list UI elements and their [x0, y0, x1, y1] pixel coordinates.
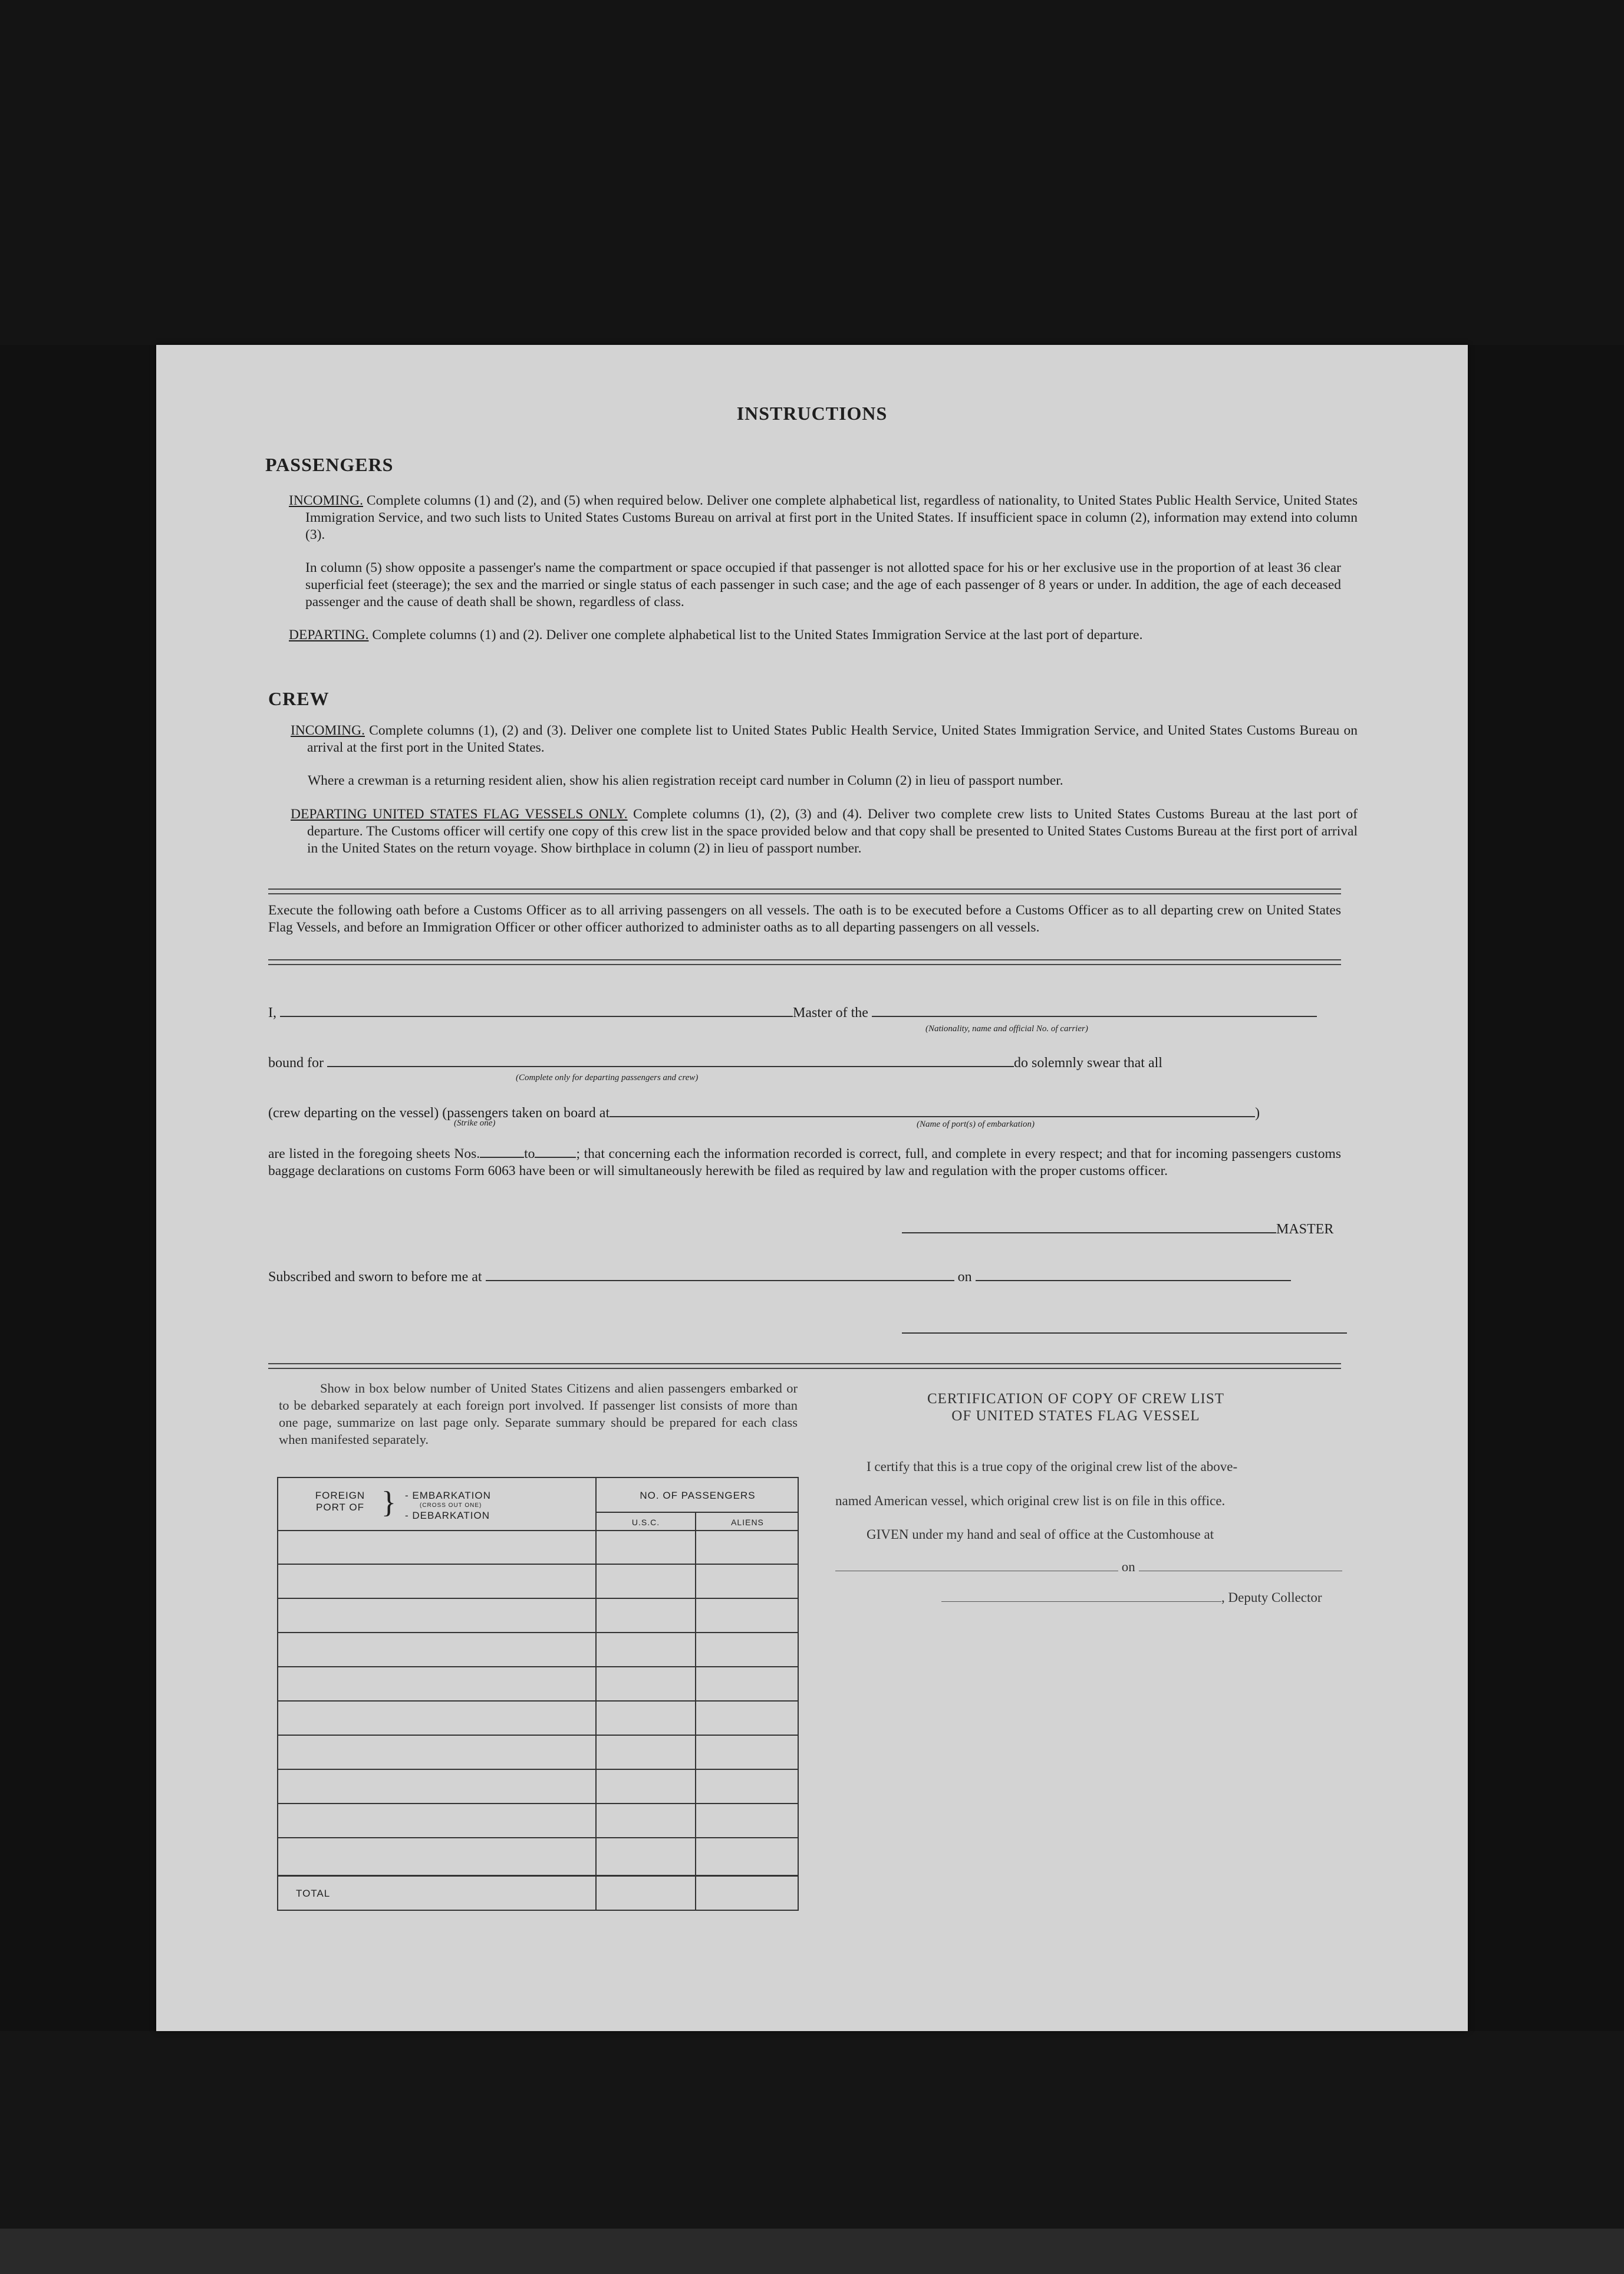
subscribed-line — [268, 1269, 1341, 1285]
subscribed-label: Subscribed and sworn to before me at — [268, 1269, 482, 1285]
carrier-hint: (Nationality, name and official No. of carrier) — [925, 1024, 1088, 1034]
certification-place-date-line — [835, 1559, 1342, 1575]
crew-departing-text: Complete columns (1), (2), (3) and (4). Deliver two complete crew lists to United States Customs Bureau at the last port of departure. The Customs officer will certify one copy of this crew list in the space provided below and that copy shall be presented to United States Customs Bureau at the first port of arrival in the United States on the return voyage. Show birthplace in column (2) in lieu of passport number. — [307, 807, 1358, 856]
divider-rule — [268, 959, 1341, 965]
certification-on-label: on — [1121, 1559, 1135, 1574]
no-of-passengers-header: NO. OF PASSENGERS — [640, 1490, 756, 1501]
oath-master-of-label: Master of the — [793, 1005, 868, 1021]
sheet-from-field[interactable] — [480, 1157, 524, 1158]
table-row-rule — [278, 1564, 798, 1565]
subscribed-date-field[interactable] — [976, 1280, 1291, 1281]
table-divider — [695, 1512, 696, 1910]
bound-hint: (Complete only for departing passengers and crew) — [516, 1073, 699, 1082]
oath-close-paren: ) — [1255, 1105, 1260, 1121]
table-row-rule — [278, 1803, 798, 1804]
deputy-signature-field[interactable] — [941, 1601, 1221, 1602]
passengers-incoming-text: Complete columns (1) and (2), and (5) when required below. Deliver one complete alphabetical list, regardless of nationality, to United States Public Health Service, United States Immigration Service, and two such lists to United States Customs Bureau on arrival at first port in the United States. If insufficient space in column (2), information may extend into column (3). — [305, 493, 1358, 542]
master-signature-line — [902, 1222, 1333, 1238]
table-row-rule — [278, 1837, 798, 1838]
scan-backdrop-strip — [0, 2229, 1624, 2274]
oath-listed-rest: ; that concerning each the information recorded is correct, full, and complete in every respect; and that for incoming passengers customs baggage declarations on customs Form 6063 have been or will simultaneously herewith be filed as required by law and regulation with the proper customs officer. — [268, 1146, 1341, 1179]
certification-title-2: OF UNITED STATES FLAG VESSEL — [951, 1408, 1200, 1424]
debarkation-header[interactable]: - DEBARKATION — [405, 1510, 490, 1521]
foreign-port-header: FOREIGN PORT OF — [315, 1490, 365, 1513]
crew-departing-option[interactable]: (crew departing on the vessel) — [268, 1105, 439, 1121]
oath-listed-paragraph — [268, 1146, 1341, 1180]
deputy-collector-label: , Deputy Collector — [1221, 1590, 1322, 1605]
passengers-incoming-paragraph — [289, 492, 1358, 544]
passengers-departing-paragraph — [289, 627, 1358, 644]
summary-note: Show in box below number of United States Citizens and alien passengers embarked or to be debarked separately at each foreign port involved. If passenger list consists of more than one page, summarize on last page only. Separate summary should be prepared for each class when manifested separately. — [279, 1381, 798, 1447]
passengers-departing-lead: DEPARTING. — [289, 627, 369, 643]
table-divider — [595, 1478, 597, 1910]
table-row-rule — [278, 1632, 798, 1633]
table-row-rule — [278, 1700, 798, 1702]
table-header-rule — [278, 1530, 798, 1531]
subscribed-place-field[interactable] — [486, 1280, 954, 1281]
table-row-rule — [278, 1598, 798, 1599]
certification-line-2: named American vessel, which original crew list is on file in this office. — [835, 1493, 1226, 1508]
header-brace: } — [381, 1486, 396, 1519]
divider-rule — [268, 888, 1341, 894]
destination-field[interactable] — [327, 1066, 1014, 1067]
crew-incoming-text: Complete columns (1), (2) and (3). Deliver one complete list to United States Public Health Service, United States Immigration Service, and United States Customs Bureau on arrival at the first port in the United States. — [307, 723, 1358, 755]
port-hint: (Name of port(s) of embarkation) — [917, 1120, 1035, 1129]
carrier-field[interactable] — [872, 1016, 1317, 1017]
document-title: INSTRUCTIONS — [736, 403, 888, 424]
crew-departing-paragraph — [291, 806, 1358, 857]
embarkation-header[interactable]: - EMBARKATION — [405, 1490, 491, 1501]
oath-listed-label: are listed in the foregoing sheets Nos. — [268, 1146, 480, 1161]
table-row-rule — [278, 1666, 798, 1667]
divider-rule — [268, 1363, 1341, 1369]
oath-to-label: to — [524, 1146, 535, 1161]
oath-line-bound — [268, 1055, 1341, 1071]
crew-resident-paragraph: Where a crewman is a returning resident alien, show his alien registration receipt card number in Column (2) in lieu of passport number. — [308, 773, 1063, 788]
passengers-heading: PASSENGERS — [265, 454, 394, 475]
oath-line-embarkation — [268, 1105, 1341, 1121]
table-divider — [595, 1512, 798, 1513]
oath-i-label: I, — [268, 1005, 276, 1021]
oath-swear-label: do solemnly swear that all — [1013, 1055, 1162, 1071]
total-label: TOTAL — [296, 1888, 331, 1899]
oath-line-master — [268, 1005, 1341, 1021]
embarkation-port-field[interactable] — [610, 1116, 1255, 1117]
master-name-field[interactable] — [280, 1016, 793, 1017]
crew-incoming-lead: INCOMING. — [291, 723, 365, 738]
passengers-incoming-lead: INCOMING. — [289, 493, 363, 508]
crew-incoming-paragraph — [291, 722, 1358, 756]
table-row-rule — [278, 1769, 798, 1770]
master-label: MASTER — [1276, 1222, 1334, 1237]
passenger-summary-table — [277, 1477, 799, 1911]
crew-heading: CREW — [268, 688, 330, 709]
table-total-rule — [278, 1875, 798, 1877]
oath-bound-for-label: bound for — [268, 1055, 324, 1071]
crew-departing-lead: DEPARTING UNITED STATES FLAG VESSELS ONLY. — [291, 807, 628, 822]
certification-line-3: GIVEN under my hand and seal of office at the Customhouse at — [867, 1527, 1214, 1542]
master-signature-field[interactable] — [902, 1232, 1276, 1233]
passengers-column5-paragraph: In column (5) show opposite a passenger's name the compartment or space occupied if that passenger is not allotted space for his or her exclusive use in the proportion of at least 36 clear superficial feet (steerage); the sex and the married or single status of each passenger in such case; and the age of each passenger of 8 years or under. In addition, the age of each deceased passenger and the cause of death shall be shown, regardless of class. — [305, 560, 1341, 610]
strike-one-hint: (Strike one) — [454, 1118, 496, 1128]
sheet-to-field[interactable] — [535, 1157, 576, 1158]
document-sheet — [156, 345, 1468, 2031]
table-row-rule — [278, 1735, 798, 1736]
scan-backdrop-top — [0, 0, 1624, 345]
certification-title-1: CERTIFICATION OF COPY OF CREW LIST — [927, 1391, 1225, 1407]
officer-signature-field[interactable] — [902, 1332, 1347, 1334]
cross-out-hint: (CROSS OUT ONE) — [420, 1502, 482, 1509]
certification-line-1: I certify that this is a true copy of the original crew list of the above- — [867, 1459, 1238, 1474]
aliens-header: ALIENS — [731, 1518, 764, 1527]
usc-header: U.S.C. — [631, 1518, 660, 1527]
oath-intro-paragraph: Execute the following oath before a Customs Officer as to all arriving passengers on all vessels. The oath is to be executed before a Customs Officer as to all departing crew on United States Flag Vessels, and before an Immigration Officer or other officer authorized to administer oaths as to all departing passengers on all vessels. — [268, 903, 1341, 935]
deputy-collector-line — [941, 1590, 1322, 1605]
subscribed-on-label: on — [957, 1269, 972, 1285]
passengers-taken-option[interactable]: (passengers taken on board at — [442, 1105, 610, 1121]
passengers-departing-text: Complete columns (1) and (2). Deliver one complete alphabetical list to the United States Immigration Service at the last port of departure. — [372, 627, 1143, 643]
